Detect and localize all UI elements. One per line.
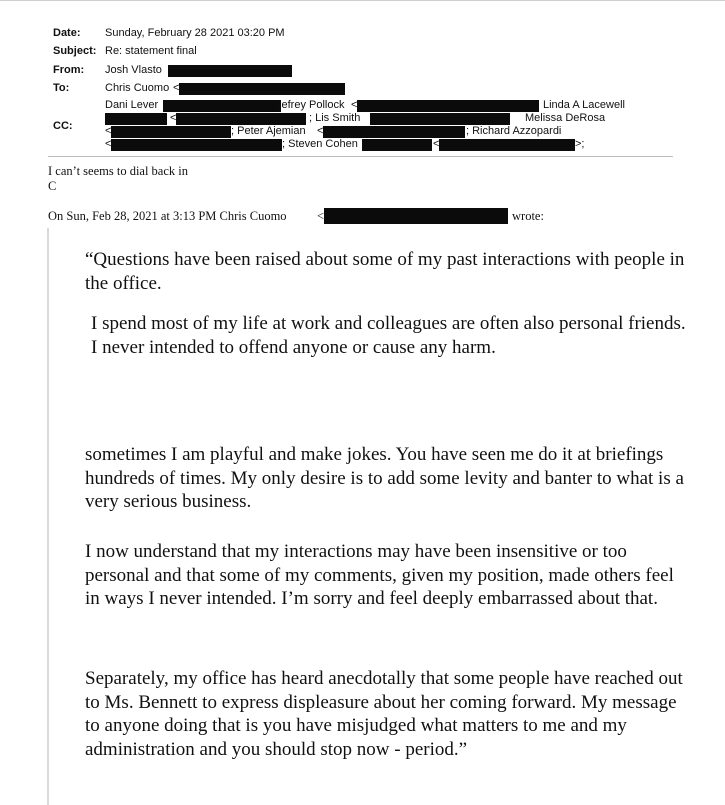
to-lt: < — [173, 82, 180, 94]
redaction-cc — [370, 113, 510, 125]
cc-line-3 — [105, 125, 665, 138]
cc-melissa: Melissa DeRosa — [525, 112, 606, 124]
redaction-from-email — [168, 65, 292, 77]
cc-lt: < — [105, 125, 112, 137]
subject-label: Subject: — [53, 45, 97, 57]
cc-line-2 — [105, 112, 665, 125]
quote-paragraph-2 — [91, 312, 691, 359]
redaction-cc — [111, 126, 231, 138]
redaction-cc — [111, 139, 282, 151]
to-label: To: — [53, 82, 70, 94]
cc-lt: < — [105, 138, 112, 150]
cc-dani: Dani Lever — [105, 99, 159, 111]
cc-linda: Linda A Lacewell — [543, 99, 625, 111]
paragraph-text: “Questions have been raised about some of my past interactions with people in the office. — [85, 249, 685, 294]
quote-paragraph-3 — [85, 443, 685, 514]
paragraph-text: I now understand that my interactions may have been insensitive or too personal and that some of my comments, given my position, made others feel in ways I never intended. I’m sorry and feel deeply embarrassed about that. — [85, 541, 674, 609]
quote-paragraph-5 — [85, 667, 685, 761]
reply-line-1: I can’t seems to dial back in — [48, 164, 189, 178]
redaction-to-email — [179, 83, 345, 95]
quote-paragraph-4 — [85, 540, 685, 611]
paragraph-text: sometimes I am playful and make jokes. You have seen me do it at briefings hundreds of times. My only desire is to add some levity and banter to what is a very serious business. — [85, 444, 684, 512]
paragraph-text: Separately, my office has heard anecdotally that some people have reached out to Ms. Bennett to express displeasure about her coming forward. My message to anyone doing that is you have misjudged what matters to me and my administration and you should stop now - period.” — [85, 668, 683, 760]
quote-header-lt: < — [317, 209, 325, 223]
to-name: Chris Cuomo — [105, 82, 170, 94]
cc-lt: < — [317, 125, 324, 137]
redaction-cc — [105, 113, 167, 125]
from-name: Josh Vlasto — [105, 64, 162, 76]
redaction-cc — [362, 139, 432, 151]
redaction-cc — [176, 113, 306, 125]
cc-gt: >; — [575, 138, 585, 150]
reply-line-2: C — [48, 179, 57, 193]
redaction-cc — [163, 100, 281, 112]
subject-value: Re: statement final — [105, 45, 197, 57]
cc-peter: ; Peter Ajemian — [231, 125, 306, 137]
redaction-quote-email — [324, 208, 508, 224]
cc-steven: ; Steven Cohen — [282, 138, 358, 150]
quote-left-rule — [47, 228, 49, 805]
page-top-border — [0, 0, 725, 1]
cc-lt: < — [170, 112, 177, 124]
date-label: Date: — [53, 27, 81, 39]
quote-paragraph-1 — [85, 248, 685, 295]
quote-header-suffix: wrote: — [512, 209, 544, 223]
from-label: From: — [53, 64, 85, 76]
date-value: Sunday, February 28 2021 03:20 PM — [105, 27, 285, 39]
cc-lis: ; Lis Smith — [309, 112, 361, 124]
cc-richard: ; Richard Azzopardi — [466, 125, 562, 137]
cc-line-1 — [105, 99, 665, 112]
cc-lt: < — [433, 138, 440, 150]
header-divider — [48, 156, 673, 157]
paragraph-text: I spend most of my life at work and colleagues are often also personal friends. I never intended to offend anyone or cause any harm. — [91, 313, 686, 358]
redaction-cc — [439, 139, 575, 151]
cc-label: CC: — [53, 120, 73, 132]
quote-header-prefix: On Sun, Feb 28, 2021 at 3:13 PM Chris Cuomo — [48, 209, 287, 223]
redaction-cc — [357, 100, 539, 112]
cc-lt: < — [351, 99, 358, 111]
cc-jefrey: Jefrey Pollock — [276, 99, 345, 111]
redaction-cc — [323, 126, 465, 138]
cc-line-4 — [105, 138, 665, 151]
